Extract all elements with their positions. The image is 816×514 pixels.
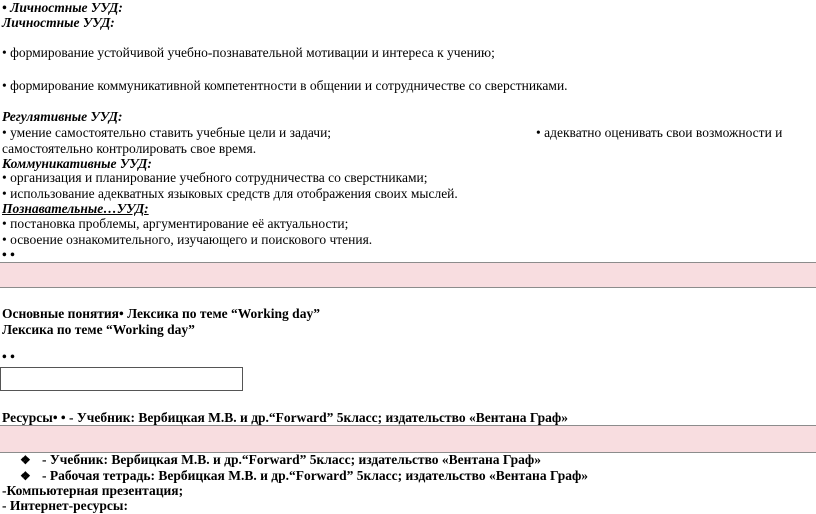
diamond-bullet-icon: ❖ [20, 469, 31, 483]
personal-item-communication: • формирование коммуникативной компетентности в общении и сотрудничестве со сверстниками. [2, 78, 568, 93]
pink-band-top [0, 262, 816, 288]
concepts-line: Основные понятия• Лексика по теме “Working day” [2, 306, 320, 321]
communicative-item-cooperation: • организация и планирование учебного сотрудничества со сверстниками; [2, 170, 428, 185]
regulatory-item-time: самостоятельно контролировать свое время. [2, 141, 257, 156]
resource-item-textbook [20, 452, 541, 468]
concepts-vocabulary: Лексика по теме “Working day” [2, 322, 195, 337]
resource-textbook-text: - Учебник: Вербицкая М.В. и др.“Forward” 5класс; издательство «Вентана Граф» [42, 452, 541, 467]
resources-line: Ресурсы• • - Учебник: Вербицкая М.В. и др.“Forward” 5класс; издательство «Вентана Граф» [2, 410, 569, 425]
resource-item-workbook [20, 468, 588, 484]
resource-workbook-text: - Рабочая тетрадь: Вербицкая М.В. и др.“Forward” 5класс; издательство «Вентана Граф» [42, 468, 589, 483]
regulatory-item-goals: • умение самостоятельно ставить учебные цели и задачи; [2, 125, 332, 140]
regulatory-item-assess: • адекватно оценивать свои возможности и [536, 125, 783, 140]
resource-internet: - Интернет-ресурсы: [2, 498, 128, 513]
diamond-bullet-icon: ❖ [20, 453, 31, 467]
cognitive-item-problem: • постановка проблемы, аргументирование её актуальности; [2, 216, 349, 231]
empty-box [0, 367, 243, 391]
personal-item-motivation: • формирование устойчивой учебно-познавательной мотивации и интереса к учению; [2, 45, 495, 60]
cognitive-bullets: • • [2, 247, 15, 262]
cognitive-item-reading: • освоение ознакомительного, изучающего и поискового чтения. [2, 232, 373, 247]
pink-band-bottom [0, 425, 816, 453]
personal-heading: Личностные УУД: [2, 15, 115, 30]
personal-heading-bulleted: • Личностные УУД: [2, 0, 123, 15]
cognitive-heading: Познавательные…УУД: [2, 201, 149, 216]
communicative-item-language: • использование адекватных языковых средств для отображения своих мыслей. [2, 186, 458, 201]
concepts-bullets: • • [2, 349, 15, 364]
communicative-heading: Коммуникативные УУД: [2, 156, 152, 171]
resource-presentation: -Компьютерная презентация; [2, 483, 184, 498]
regulatory-heading: Регулятивные УУД: [2, 109, 123, 124]
